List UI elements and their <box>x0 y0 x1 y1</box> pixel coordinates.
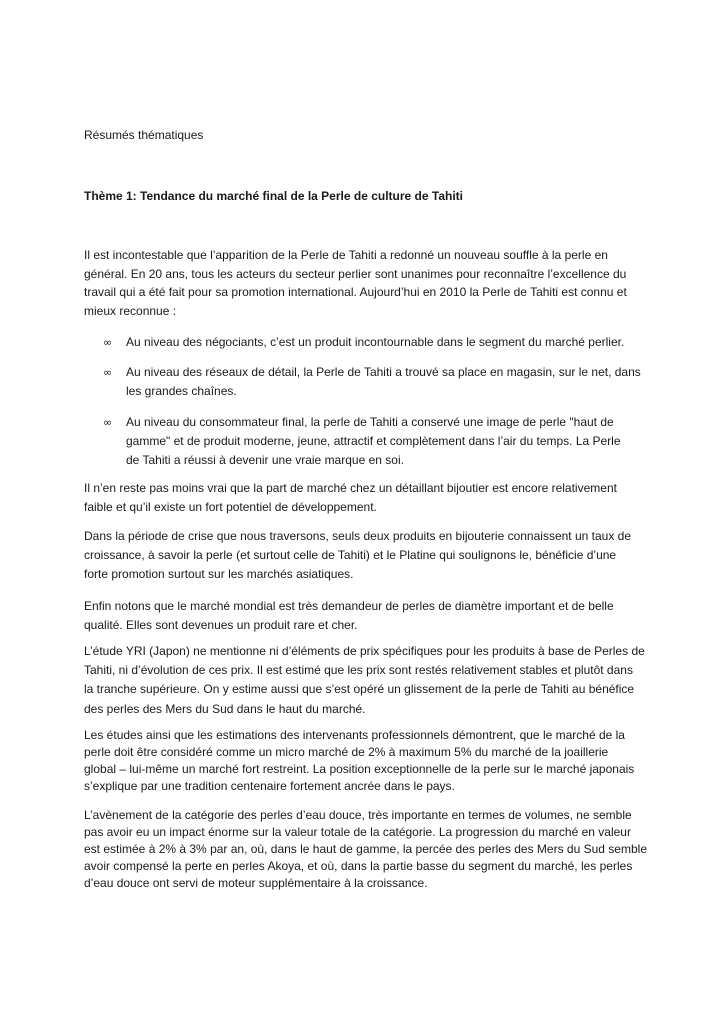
text-line: Tahiti, ni d’évolution de ces prix. Il est estimé que les prix sont restés relativement stables et plutôt dans <box>84 663 633 678</box>
text-line: d’eau douce ont servi de moteur supplémentaire à la croissance. <box>84 876 428 890</box>
text-line: pas avoir eu un impact énorme sur la valeur totale de la catégorie. La progression du marché en valeur <box>84 825 631 839</box>
text-line: croissance, à savoir la perle (et surtout celle de Tahiti) et le Platine qui soulignons le, bénéficie d’une <box>84 548 617 563</box>
body-paragraph <box>84 642 644 719</box>
text-line: Au niveau des négociants, c’est un produit incontournable dans le segment du marché perlier. <box>126 335 625 349</box>
body-paragraph <box>84 807 647 892</box>
text-line: faible et qu’il existe un fort potentiel de développement. <box>84 500 377 515</box>
text-line: s’explique par une tradition centenaire fortement ancrée dans le pays. <box>84 779 455 793</box>
list-item-text <box>126 413 646 470</box>
text-line: Dans la période de crise que nous traversons, seuls deux produits en bijouterie connaissent un taux de <box>84 529 632 543</box>
text-line: de Tahiti a réussi à devenir une vraie marque en soi. <box>126 453 404 467</box>
list-item-text <box>126 363 646 401</box>
text-line: L’avènement de la catégorie des perles d’eau douce, très importante en termes de volumes, ne semble <box>84 808 632 822</box>
infinity-bullet-icon: ∞ <box>103 336 113 349</box>
text-line: les grandes chaînes. <box>126 384 237 398</box>
list-item-text <box>126 333 646 352</box>
infinity-bullet-icon: ∞ <box>103 366 113 379</box>
text-line: qualité. Elles sont devenues un produit rare et cher. <box>84 618 358 633</box>
text-line: travail qui a été fait pour sa promotion international. Aujourd’hui en 2010 la Perle de Tahiti est connu et <box>84 285 627 300</box>
infinity-bullet-icon: ∞ <box>103 416 113 429</box>
text-line: Les études ainsi que les estimations des intervenants professionnels démontrent, que le marché de la <box>84 728 625 742</box>
text-line: perle doit être considéré comme un micro marché de 2% à maximum 5% du marché de la joaillerie <box>84 745 609 759</box>
text-line: la tranche supérieure. On y estime aussi que s’est opéré un glissement de la perle de Tahiti au bénéfice <box>84 682 635 697</box>
body-paragraph <box>84 527 644 585</box>
text-line: Au niveau du consommateur final, la perle de Tahiti a conservé une image de perle "haut de <box>126 415 614 429</box>
document-heading: Résumés thématiques <box>84 128 204 142</box>
text-line: général. En 20 ans, tous les acteurs du secteur perlier sont unanimes pour reconnaître l’excellence du <box>84 266 627 281</box>
text-line: avoir compensé la perte en perles Akoya, et où, dans la partie basse du segment du marché, les perles <box>84 859 633 873</box>
theme-title: Thème 1: Tendance du marché final de la Perle de culture de Tahiti <box>84 189 463 203</box>
text-line: est estimée à 2% à 3% par an, où, dans le haut de gamme, la percée des perles des Mers du Sud semble <box>84 842 647 856</box>
body-paragraph <box>84 479 644 517</box>
text-line: Il n’en reste pas moins vrai que la part de marché chez un détaillant bijoutier est encore relativement <box>84 481 617 495</box>
text-line: forte promotion surtout sur les marchés asiatiques. <box>84 567 354 582</box>
text-line: Au niveau des réseaux de détail, la Perle de Tahiti a trouvé sa place en magasin, sur le net, dans <box>126 365 641 379</box>
body-paragraph <box>84 727 644 795</box>
body-paragraph <box>84 597 644 635</box>
text-line: Enfin notons que le marché mondial est très demandeur de perles de diamètre important et de belle <box>84 599 614 613</box>
text-line: des perles des Mers du Sud dans le haut du marché. <box>84 701 366 716</box>
text-line: Il est incontestable que l’apparition de la Perle de Tahiti a redonné un nouveau souffle à la perle en <box>84 248 608 262</box>
text-line: mieux reconnue : <box>84 304 177 319</box>
intro-paragraph <box>84 246 644 321</box>
text-line: global – lui-même un marché fort restreint. La position exceptionnelle de la perle sur le marché japonais <box>84 762 635 776</box>
text-line: L’étude YRI (Japon) ne mentionne ni d’éléments de prix spécifiques pour les produits à base de Perles de <box>84 644 645 658</box>
text-line: gamme" et de produit moderne, jeune, attractif et complètement dans l’air du temps. La Perle <box>126 434 621 448</box>
